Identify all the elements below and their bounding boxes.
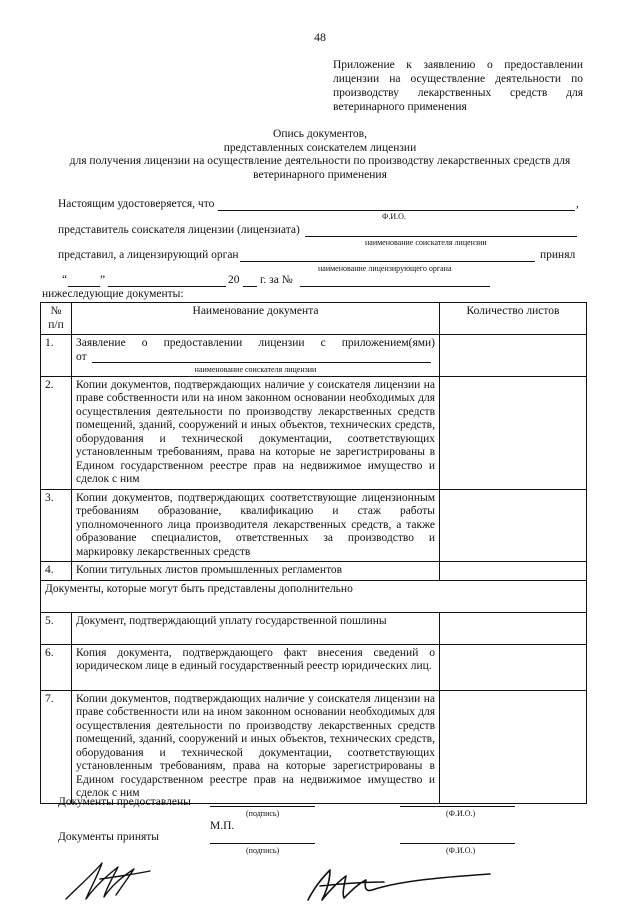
row-text: Копии титульных листов промышленных регламентов [72, 562, 440, 581]
month-field-line[interactable] [108, 286, 226, 287]
fio-field-line[interactable] [218, 210, 575, 211]
provided-signature-line[interactable] [210, 806, 315, 807]
row-num: 4. [41, 562, 72, 581]
authority-field-line[interactable] [240, 261, 535, 262]
applicant-name-line[interactable] [92, 362, 431, 363]
row-qty[interactable] [440, 562, 587, 581]
row-num: 1. [41, 335, 72, 377]
accepted-label: принял [540, 249, 576, 261]
appendix-line-4: ветеринарного применения [333, 101, 467, 113]
certify-label: Настоящим удостоверяется, что [58, 198, 215, 210]
row-text-from: от [76, 350, 87, 363]
title-line-3: для получения лицензии на осуществление деятельности по производству лекарственных средств для [69, 155, 571, 167]
title-line-1: Опись документов, [273, 128, 367, 140]
provided-label: Документы предоставлены [58, 796, 191, 808]
applicant-field-line[interactable] [305, 236, 577, 237]
documents-table [40, 302, 587, 804]
row-qty[interactable] [440, 644, 587, 690]
section-heading: Документы, которые могут быть представлены дополнительно [41, 580, 587, 612]
accepted-fio-caption: (Ф.И.О.) [446, 846, 476, 855]
table-section-row [41, 580, 587, 612]
quote-open: “ [62, 274, 68, 286]
header-name: Наименование документа [72, 303, 440, 335]
provided-fio-line[interactable] [400, 806, 515, 807]
document-title [40, 128, 600, 182]
row-qty[interactable] [440, 335, 587, 377]
row-num: 2. [41, 376, 72, 489]
applicant-caption: наименование соискателя лицензии [365, 238, 487, 247]
table-header-row [41, 303, 587, 335]
row-num: 3. [41, 489, 72, 562]
row-text-line: Заявление о предоставлении лицензии с приложением(ями) [76, 337, 435, 349]
appendix-note [333, 58, 583, 114]
representative-label: представитель соискателя лицензии (лицензиата) [58, 224, 300, 236]
provided-fio-caption: (Ф.И.О.) [446, 809, 476, 818]
number-field-line[interactable] [300, 286, 490, 287]
row-caption: наименование соискателя лицензии [194, 364, 317, 374]
page-number: 48 [314, 30, 326, 44]
row-text: Документ, подтверждающий уплату государственной пошлины [72, 612, 440, 644]
row-text: Копии документов, подтверждающих наличие у соискателя лицензии на праве собственности или на ином законном основании необходимых для осуществления деятельности по производству лекарственных средств помещений, зданий, сооружений и иных объектов, технических средств, оборудования и технической документации, соответствующих установленным требованиям, права на которые зарегистрированы в Едином государственном реестре прав на недвижимое имущество и сделок с ним [72, 690, 440, 803]
row-text: Копия документа, подтверждающего факт внесения сведений о юридическом лице в единый государственный реестр юридических лиц. [72, 644, 440, 690]
appendix-line-1: Приложение к заявлению о предоставлении [333, 59, 583, 71]
table-row [41, 562, 587, 581]
following-label: нижеследующие документы: [42, 288, 184, 300]
quote-close: ” [100, 274, 106, 286]
accepted-fio-line[interactable] [400, 843, 515, 844]
row-qty[interactable] [440, 489, 587, 562]
year-field-line[interactable] [243, 286, 257, 287]
row-qty[interactable] [440, 376, 587, 489]
table-row [41, 612, 587, 644]
appendix-line-3: производству лекарственных средств для [333, 87, 583, 99]
accepted-signature-line[interactable] [210, 843, 315, 844]
table-row [41, 489, 587, 562]
submitted-label: представил, а лицензирующий орган [58, 249, 239, 261]
row-num: 5. [41, 612, 72, 644]
accepted-docs-label: Документы приняты [58, 831, 160, 843]
row-text [72, 335, 440, 377]
handwritten-signature-left [60, 855, 170, 903]
table-row [41, 376, 587, 489]
year-suffix: г. за № [260, 274, 293, 286]
handwritten-signature-right [300, 860, 500, 905]
row-num: 7. [41, 690, 72, 803]
table-row [41, 690, 587, 803]
fio-caption: Ф.И.О. [382, 212, 406, 221]
header-qty: Количество листов [440, 303, 587, 335]
title-line-4: ветеринарного применения [253, 168, 387, 181]
appendix-line-2: лицензии на осуществление деятельности по [333, 73, 583, 85]
provided-signature-caption: (подпись) [246, 809, 280, 818]
day-field-line[interactable] [68, 286, 100, 287]
table-row [41, 644, 587, 690]
authority-caption: наименование лицензирующего органа [318, 264, 452, 273]
row-text: Копии документов, подтверждающих наличие у соискателя лицензии на праве собственности или на ином законном основании необходимых для осуществления деятельности по производству лекарственных средств помещений, зданий, сооружений и иных объектов, технических средств, оборудования и технической документации, соответствующих установленным требованиям, права на которые не зарегистрированы в Едином государственном реестре прав на недвижимое имущество и сделок с ним [72, 376, 440, 489]
row-qty[interactable] [440, 690, 587, 803]
row-text-line [76, 351, 435, 365]
row-qty[interactable] [440, 612, 587, 644]
table-row [41, 335, 587, 377]
header-num: № п/п [41, 303, 72, 335]
year-prefix: 20 [228, 274, 240, 286]
comma: , [576, 198, 579, 210]
accepted-signature-caption: (подпись) [246, 846, 280, 855]
title-line-2: представленных соискателем лицензии [223, 141, 417, 154]
row-text: Копии документов, подтверждающих соответствующие лицензионным требованиям образование, квалификацию и стаж работы уполномоченного лица производителя лекарственных средств, а также образование специалистов, ответственных за производство и маркировку лекарственных средств [72, 489, 440, 562]
stamp-label: М.П. [210, 820, 235, 832]
row-num: 6. [41, 644, 72, 690]
